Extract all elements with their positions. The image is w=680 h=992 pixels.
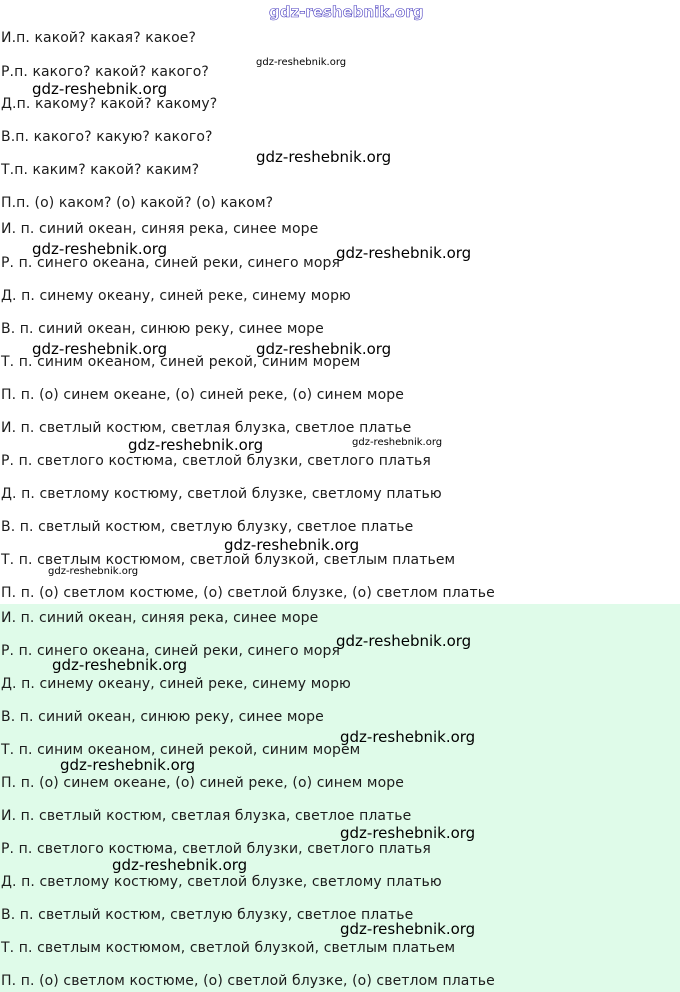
declension-line: Т. п. синим океаном, синей рекой, синим морем bbox=[1, 354, 361, 370]
question-line: Р.п. какого? какой? какого? bbox=[1, 64, 209, 80]
declension-line: Р. п. синего океана, синей реки, синего моря bbox=[1, 255, 341, 271]
watermark: gdz-reshebnik.org bbox=[112, 856, 248, 874]
question-line: Т.п. каким? какой? каким? bbox=[1, 162, 200, 178]
watermark-small: gdz-reshebnik.org bbox=[352, 437, 443, 448]
answer-line: Р. п. синего океана, синей реки, синего моря bbox=[1, 643, 341, 659]
watermark: gdz-reshebnik.org bbox=[336, 632, 472, 650]
answer-line: Д. п. светлому костюму, светлой блузке, светлому платью bbox=[1, 874, 442, 890]
declension-line: П. п. (о) синем океане, (о) синей реке, (о) синем море bbox=[1, 387, 404, 403]
watermark-small: gdz-reshebnik.org bbox=[48, 566, 139, 577]
answer-line: Д. п. синему океану, синей реке, синему морю bbox=[1, 676, 351, 692]
watermark: gdz-reshebnik.org bbox=[224, 536, 360, 554]
watermark: gdz-reshebnik.org bbox=[52, 656, 188, 674]
answer-line: В. п. синий океан, синюю реку, синее море bbox=[1, 709, 324, 725]
watermark: gdz-reshebnik.org bbox=[32, 240, 168, 258]
declension-line: Р. п. светлого костюма, светлой блузки, светлого платья bbox=[1, 453, 431, 469]
watermark-top: gdz-reshebnik.org bbox=[269, 3, 424, 21]
watermark: gdz-reshebnik.org bbox=[256, 148, 392, 166]
answer-line: П. п. (о) синем океане, (о) синей реке, (о) синем море bbox=[1, 775, 404, 791]
declension-line: П. п. (о) светлом костюме, (о) светлой блузке, (о) светлом платье bbox=[1, 585, 495, 601]
answer-line: Т. п. светлым костюмом, светлой блузкой, светлым платьем bbox=[1, 940, 456, 956]
watermark: gdz-reshebnik.org bbox=[32, 340, 168, 358]
answer-line: П. п. (о) светлом костюме, (о) светлой блузке, (о) светлом платье bbox=[1, 973, 495, 989]
question-line: И.п. какой? какая? какое? bbox=[1, 30, 196, 46]
watermark-small: gdz-reshebnik.org bbox=[256, 57, 347, 68]
answer-line: И. п. синий океан, синяя река, синее море bbox=[1, 610, 319, 626]
watermark: gdz-reshebnik.org bbox=[128, 436, 264, 454]
watermark: gdz-reshebnik.org bbox=[336, 244, 472, 262]
question-line: П.п. (о) каком? (о) какой? (о) каком? bbox=[1, 195, 274, 211]
question-line: В.п. какого? какую? какого? bbox=[1, 129, 213, 145]
watermark: gdz-reshebnik.org bbox=[60, 756, 196, 774]
watermark: gdz-reshebnik.org bbox=[340, 920, 476, 938]
answer-line: В. п. светлый костюм, светлую блузку, светлое платье bbox=[1, 907, 414, 923]
question-line: Д.п. какому? какой? какому? bbox=[1, 96, 218, 112]
answer-line: Р. п. светлого костюма, светлой блузки, светлого платья bbox=[1, 841, 431, 857]
watermark: gdz-reshebnik.org bbox=[340, 824, 476, 842]
declension-line: Т. п. светлым костюмом, светлой блузкой, светлым платьем bbox=[1, 552, 456, 568]
watermark: gdz-reshebnik.org bbox=[32, 80, 168, 98]
watermark: gdz-reshebnik.org bbox=[256, 340, 392, 358]
answer-line: И. п. светлый костюм, светлая блузка, светлое платье bbox=[1, 808, 412, 824]
declension-line: Д. п. синему океану, синей реке, синему морю bbox=[1, 288, 351, 304]
declension-line: И. п. синий океан, синяя река, синее море bbox=[1, 221, 319, 237]
declension-line: И. п. светлый костюм, светлая блузка, светлое платье bbox=[1, 420, 412, 436]
watermark: gdz-reshebnik.org bbox=[340, 728, 476, 746]
declension-line: Д. п. светлому костюму, светлой блузке, светлому платью bbox=[1, 486, 442, 502]
answer-line: Т. п. синим океаном, синей рекой, синим морем bbox=[1, 742, 361, 758]
declension-line: В. п. светлый костюм, светлую блузку, светлое платье bbox=[1, 519, 414, 535]
declension-line: В. п. синий океан, синюю реку, синее море bbox=[1, 321, 324, 337]
